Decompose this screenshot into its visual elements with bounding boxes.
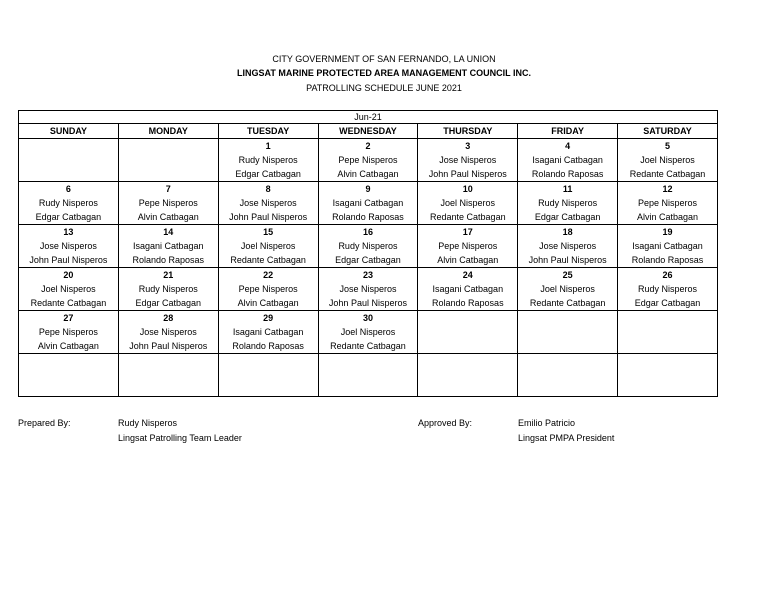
week-row xyxy=(19,311,718,354)
day-cell xyxy=(218,182,318,225)
day-cell xyxy=(418,311,518,354)
day-cell xyxy=(19,182,119,225)
day-cell xyxy=(618,311,718,354)
day-cell xyxy=(218,225,318,268)
weekday-header-tuesday: TUESDAY xyxy=(218,124,318,139)
day-number: 3 xyxy=(465,141,471,151)
day-number: 1 xyxy=(265,141,271,151)
day-cell xyxy=(118,225,218,268)
day-cell xyxy=(618,268,718,311)
patroller-name: Pepe Nisperos xyxy=(438,241,498,251)
patroller-name: Jose Nisperos xyxy=(39,241,97,251)
day-cell xyxy=(19,139,119,182)
day-cell xyxy=(19,268,119,311)
day-number: 19 xyxy=(662,227,673,237)
day-cell xyxy=(118,311,218,354)
patroller-name: John Paul Nisperos xyxy=(129,341,208,351)
day-cell xyxy=(518,311,618,354)
empty-day-cell xyxy=(618,354,718,397)
patroller-name: Pepe Nisperos xyxy=(338,155,398,165)
weekday-header-monday: MONDAY xyxy=(118,124,218,139)
patroller-name: Edgar Catbagan xyxy=(35,212,102,222)
day-cell xyxy=(418,225,518,268)
patroller-name: Joel Nisperos xyxy=(440,198,496,208)
approved-by-label: Approved By: xyxy=(418,418,473,428)
patroller-name: Pepe Nisperos xyxy=(38,327,98,337)
empty-day-cell xyxy=(218,354,318,397)
patroller-name: Pepe Nisperos xyxy=(238,284,298,294)
patroller-name: John Paul Nisperos xyxy=(29,255,108,265)
patroller-name: Redante Catbagan xyxy=(629,169,706,179)
patroller-name: Redante Catbagan xyxy=(230,255,306,265)
day-cell xyxy=(518,268,618,311)
day-cell xyxy=(318,139,418,182)
day-cell xyxy=(418,139,518,182)
day-cell xyxy=(118,139,218,182)
patroller-name: Jose Nisperos xyxy=(539,241,597,251)
prepared-by-name: Rudy Nisperos xyxy=(118,418,178,428)
empty-day-cell xyxy=(318,354,418,397)
day-number: 2 xyxy=(365,141,371,151)
day-number: 23 xyxy=(362,270,373,280)
day-number: 25 xyxy=(562,270,573,280)
weekday-header-sunday: SUNDAY xyxy=(19,124,119,139)
day-cell xyxy=(118,268,218,311)
patroller-name: Alvin Catbagan xyxy=(437,255,499,265)
patroller-name: John Paul Nisperos xyxy=(229,212,308,222)
day-number: 13 xyxy=(63,227,74,237)
patroller-name: Rolando Raposas xyxy=(531,169,604,179)
header-line-city: CITY GOVERNMENT OF SAN FERNANDO, LA UNION xyxy=(272,54,496,64)
day-cell xyxy=(19,311,119,354)
patroller-name: Isagani Catbagan xyxy=(332,198,404,208)
patroller-name: John Paul Nisperos xyxy=(428,169,507,179)
patroller-name: Isagani Catbagan xyxy=(432,284,504,294)
day-number: 11 xyxy=(562,184,573,194)
day-cell xyxy=(19,225,119,268)
day-number: 6 xyxy=(65,184,71,194)
patroller-name: Alvin Catbagan xyxy=(237,298,299,308)
day-number: 24 xyxy=(462,270,473,280)
patroller-name: Joel Nisperos xyxy=(540,284,595,294)
day-number: 29 xyxy=(263,313,274,323)
patroller-name: Redante Catbagan xyxy=(430,212,506,222)
patroller-name: Pepe Nisperos xyxy=(138,198,198,208)
patroller-name: John Paul Nisperos xyxy=(528,255,607,265)
header-line-schedule-title: PATROLLING SCHEDULE JUNE 2021 xyxy=(306,83,462,93)
calendar-month-title: Jun-21 xyxy=(19,111,718,124)
patroller-name: Jose Nisperos xyxy=(139,327,197,337)
day-cell xyxy=(318,268,418,311)
empty-day-cell xyxy=(118,354,218,397)
patroller-name: Rudy Nisperos xyxy=(138,284,198,294)
header-line-council: LINGSAT MARINE PROTECTED AREA MANAGEMENT COUNCIL INC. xyxy=(237,68,531,78)
patroller-name: Redante Catbagan xyxy=(529,298,606,308)
empty-week-row xyxy=(19,354,718,397)
day-number: 5 xyxy=(665,141,671,151)
day-cell xyxy=(318,225,418,268)
day-cell xyxy=(418,182,518,225)
week-row xyxy=(19,139,718,182)
weekday-header-wednesday: WEDNESDAY xyxy=(318,124,418,139)
patroller-name: Isagani Catbagan xyxy=(232,327,304,337)
patroller-name: Edgar Catbagan xyxy=(135,298,202,308)
day-cell xyxy=(518,225,618,268)
day-number: 10 xyxy=(462,184,473,194)
day-number: 4 xyxy=(565,141,571,151)
patroller-name: Rudy Nisperos xyxy=(38,198,98,208)
patroller-name: Edgar Catbagan xyxy=(235,169,301,179)
approved-by-name: Emilio Patricio xyxy=(518,418,576,428)
day-number: 16 xyxy=(362,227,373,237)
day-number: 7 xyxy=(165,184,171,194)
day-number: 15 xyxy=(263,227,274,237)
prepared-by-label: Prepared By: xyxy=(18,418,71,428)
day-cell xyxy=(318,182,418,225)
patroller-name: Redante Catbagan xyxy=(330,341,406,351)
patroller-name: Alvin Catbagan xyxy=(37,341,99,351)
patroller-name: Edgar Catbagan xyxy=(634,298,701,308)
patrol-calendar-table xyxy=(18,110,718,397)
day-cell xyxy=(218,268,318,311)
patroller-name: Jose Nisperos xyxy=(339,284,397,294)
day-number: 18 xyxy=(562,227,573,237)
patroller-name: Rolando Raposas xyxy=(132,255,205,265)
patroller-name: Rolando Raposas xyxy=(631,255,704,265)
patroller-name: Rudy Nisperos xyxy=(638,284,698,294)
day-number: 17 xyxy=(462,227,473,237)
day-number: 21 xyxy=(163,270,174,280)
patroller-name: Rudy Nisperos xyxy=(238,155,298,165)
day-cell xyxy=(218,311,318,354)
day-number: 27 xyxy=(63,313,74,323)
weekday-header-friday: FRIDAY xyxy=(518,124,618,139)
patroller-name: John Paul Nisperos xyxy=(328,298,407,308)
patroller-name: Alvin Catbagan xyxy=(637,212,699,222)
patroller-name: Jose Nisperos xyxy=(439,155,497,165)
day-number: 8 xyxy=(265,184,271,194)
weekday-header-row xyxy=(19,124,718,139)
day-number: 9 xyxy=(365,184,371,194)
approved-by-title: Lingsat PMPA President xyxy=(518,433,615,443)
week-row xyxy=(19,268,718,311)
patroller-name: Joel Nisperos xyxy=(240,241,296,251)
day-number: 14 xyxy=(163,227,174,237)
day-number: 26 xyxy=(662,270,673,280)
day-cell xyxy=(518,182,618,225)
empty-day-cell xyxy=(418,354,518,397)
day-number: 12 xyxy=(662,184,673,194)
patroller-name: Edgar Catbagan xyxy=(335,255,401,265)
week-row xyxy=(19,182,718,225)
patroller-name: Rolando Raposas xyxy=(332,212,404,222)
day-cell xyxy=(518,139,618,182)
empty-day-cell xyxy=(518,354,618,397)
day-cell xyxy=(618,182,718,225)
patroller-name: Isagani Catbagan xyxy=(532,155,603,165)
week-row xyxy=(19,225,718,268)
day-cell xyxy=(418,268,518,311)
patroller-name: Rudy Nisperos xyxy=(538,198,598,208)
day-cell xyxy=(318,311,418,354)
day-cell xyxy=(618,225,718,268)
weekday-header-saturday: SATURDAY xyxy=(618,124,718,139)
patroller-name: Rolando Raposas xyxy=(432,298,504,308)
patroller-name: Alvin Catbagan xyxy=(137,212,199,222)
day-cell xyxy=(218,139,318,182)
day-number: 28 xyxy=(163,313,174,323)
patroller-name: Joel Nisperos xyxy=(41,284,96,294)
patroller-name: Jose Nisperos xyxy=(239,198,297,208)
patroller-name: Rolando Raposas xyxy=(232,341,304,351)
patroller-name: Isagani Catbagan xyxy=(132,241,204,251)
patroller-name: Joel Nisperos xyxy=(340,327,396,337)
patroller-name: Isagani Catbagan xyxy=(632,241,703,251)
day-cell xyxy=(118,182,218,225)
prepared-by-title: Lingsat Patrolling Team Leader xyxy=(118,433,242,443)
day-cell xyxy=(618,139,718,182)
weekday-header-thursday: THURSDAY xyxy=(418,124,518,139)
day-number: 20 xyxy=(63,270,74,280)
patroller-name: Rudy Nisperos xyxy=(338,241,398,251)
patroller-name: Edgar Catbagan xyxy=(534,212,601,222)
patroller-name: Alvin Catbagan xyxy=(337,169,399,179)
empty-day-cell xyxy=(19,354,119,397)
day-number: 30 xyxy=(362,313,373,323)
patroller-name: Joel Nisperos xyxy=(640,155,695,165)
patroller-name: Redante Catbagan xyxy=(30,298,107,308)
patroller-name: Pepe Nisperos xyxy=(638,198,698,208)
day-number: 22 xyxy=(263,270,274,280)
